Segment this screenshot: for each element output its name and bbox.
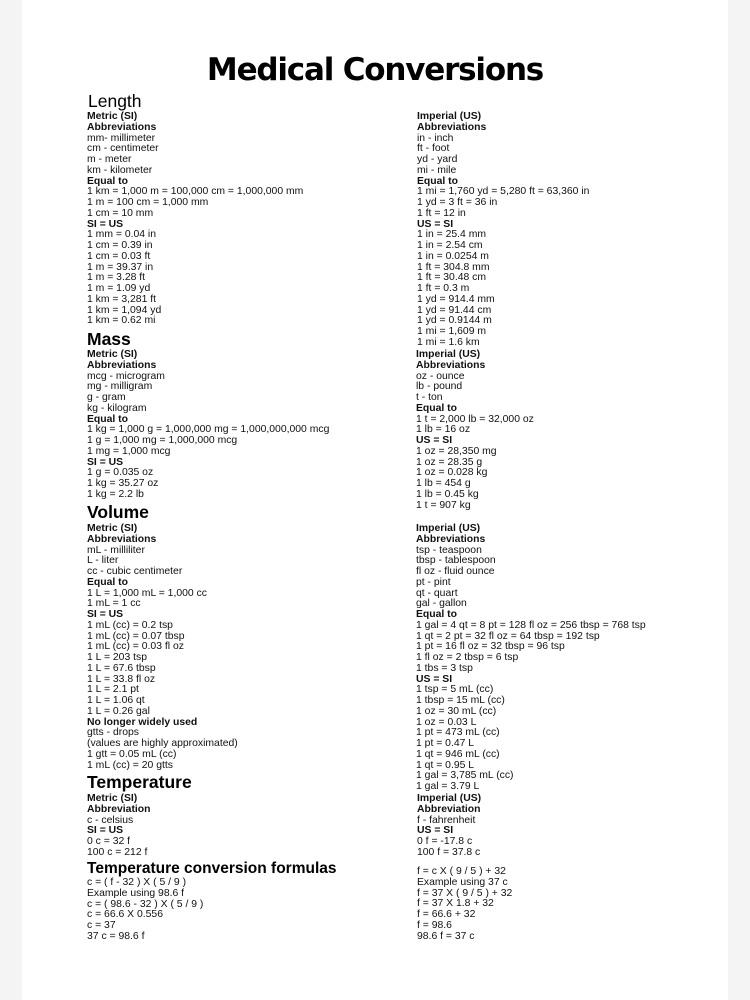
conversion-line: 1 in = 25.4 mm xyxy=(417,229,487,241)
conversion-line: mcg - microgram xyxy=(87,370,165,382)
conversion-line: 1 mi = 1,609 m xyxy=(417,326,487,337)
conversion-line: 1 in = 0.0254 m xyxy=(417,250,489,262)
subheading: Abbreviations xyxy=(416,533,486,545)
subheading: Equal to xyxy=(87,175,128,187)
conversion-line: yd - yard xyxy=(417,154,458,165)
conversion-line: 1 m = 100 cm = 1,000 mm xyxy=(87,197,209,208)
conversion-line: 1 mL (cc) = 0.03 fl oz xyxy=(87,641,184,653)
conversion-line: 1 cm = 0.03 ft xyxy=(87,250,151,262)
conversion-line: 1 in = 2.54 cm xyxy=(417,240,483,251)
volume-heading: Volume xyxy=(87,502,149,522)
subheading: Imperial (US) xyxy=(416,349,481,360)
conversion-line: c = ( f - 32 ) X ( 5 / 9 ) xyxy=(87,877,187,888)
conversion-line: 1 ft = 0.3 m xyxy=(417,283,470,294)
conversion-line: lb - pound xyxy=(416,381,463,393)
subheading: US = SI xyxy=(416,435,453,446)
length-imperial-column xyxy=(417,112,589,349)
conversion-line: t - ton xyxy=(416,392,443,403)
subheading: Metric (SI) xyxy=(87,793,138,804)
conversion-line: 1 qt = 2 pt = 32 fl oz = 64 tbsp = 192 tsp xyxy=(416,630,600,642)
conversion-line: 1 L = 0.26 gal xyxy=(87,705,150,717)
subheading: Abbreviations xyxy=(417,121,487,133)
subheading: SI = US xyxy=(87,218,124,230)
mass-heading: Mass xyxy=(87,329,131,349)
conversion-line: 1 kg = 35.27 oz xyxy=(87,478,159,489)
conversion-line: 100 c = 212 f xyxy=(87,846,148,858)
conversion-line: 1 tsp = 5 mL (cc) xyxy=(416,684,494,696)
conversion-line: mL - milliliter xyxy=(87,544,145,556)
conversion-line: 1 m = 1.09 yd xyxy=(87,283,151,294)
conversion-line: 1 lb = 0.45 kg xyxy=(416,488,479,500)
volume-metric-column xyxy=(87,524,238,771)
conversion-line: 1 mg = 1,000 mcg xyxy=(87,445,171,457)
subheading: Abbreviations xyxy=(416,359,486,371)
conversion-line: 1 gal = 4 qt = 8 pt = 128 fl oz = 256 tbsp = 768 tsp xyxy=(416,619,646,631)
conversion-line: 1 km = 1,000 m = 100,000 cm = 1,000,000 mm xyxy=(87,186,304,198)
conversion-line: 1 tbsp = 15 mL (cc) xyxy=(416,695,505,706)
conversion-line: f = 98.6 xyxy=(417,919,452,931)
conversion-line: 1 yd = 91.44 cm xyxy=(417,304,492,316)
conversion-line: f = 66.6 + 32 xyxy=(417,909,476,920)
conversion-line: 1 km = 3,281 ft xyxy=(87,293,157,305)
subheading: Imperial (US) xyxy=(416,523,481,534)
conversion-line: 1 t = 2,000 lb = 32,000 oz xyxy=(416,413,534,425)
conversion-line: m - meter xyxy=(87,154,132,165)
subheading: SI = US xyxy=(87,609,124,620)
conversion-line: 1 ft = 12 in xyxy=(417,207,466,219)
temperature-heading: Temperature xyxy=(87,772,192,792)
conversion-line: 1 km = 0.62 mi xyxy=(87,315,156,327)
conversion-line: 1 L = 1.06 qt xyxy=(87,695,145,706)
conversion-line: g - gram xyxy=(87,392,126,403)
conversion-line: 1 oz = 0.03 L xyxy=(416,716,477,728)
conversion-line: pt - pint xyxy=(416,576,451,588)
conversion-line: 1 mL (cc) = 0.07 tbsp xyxy=(87,630,185,642)
conversion-line: c - celsius xyxy=(87,814,134,826)
conversion-line: Example using 98.6 f xyxy=(87,887,185,899)
conversion-line: 98.6 f = 37 c xyxy=(417,930,475,942)
conversion-line: 0 f = -17.8 c xyxy=(417,836,473,847)
conversion-line: mg - milligram xyxy=(87,381,153,393)
mass-metric-column xyxy=(87,350,329,501)
subheading: Equal to xyxy=(416,402,457,414)
conversion-line: f = 37 X 1.8 + 32 xyxy=(417,898,494,910)
conversion-line: 1 mi = 1.6 km xyxy=(417,336,480,348)
mass-imperial-column xyxy=(416,350,534,511)
conversion-line: qt - quart xyxy=(416,587,458,599)
conversion-line: 1 L = 67.6 tbsp xyxy=(87,662,156,674)
page-title: Medical Conversions xyxy=(206,52,544,88)
conversion-line: 1 mL = 1 cc xyxy=(87,598,141,610)
conversion-line: mm- millimeter xyxy=(87,132,156,144)
length-heading: Length xyxy=(88,91,142,111)
conversion-line: 1 L = 203 tsp xyxy=(87,652,147,663)
subheading: Metric (SI) xyxy=(87,523,138,534)
conversion-line: 1 kg = 1,000 g = 1,000,000 mg = 1,000,000,000 mcg xyxy=(87,424,330,436)
subheading: Equal to xyxy=(87,413,128,425)
subheading: Abbreviations xyxy=(87,359,157,371)
conversion-line: 1 yd = 0.9144 m xyxy=(417,315,492,327)
conversion-line: 1 yd = 914.4 mm xyxy=(417,293,495,305)
subheading: Abbreviation xyxy=(87,803,151,815)
conversion-line: 1 gal = 3.79 L xyxy=(416,781,480,792)
conversion-line: 1 oz = 28,350 mg xyxy=(416,445,497,457)
formula-celsius-column xyxy=(87,878,203,943)
length-metric-column xyxy=(87,112,303,327)
conversion-line: mi - mile xyxy=(417,164,457,176)
conversion-line: 1 oz = 28.35 g xyxy=(416,456,483,468)
conversion-line: 1 mL (cc) = 0.2 tsp xyxy=(87,619,173,631)
conversion-line: 1 L = 33.8 fl oz xyxy=(87,673,156,685)
conversion-line: tsp - teaspoon xyxy=(416,544,482,556)
subheading: SI = US xyxy=(87,456,124,468)
conversion-line: ft - foot xyxy=(417,143,450,155)
conversion-line: 1 oz = 30 mL (cc) xyxy=(416,705,497,717)
conversion-line: (values are highly approximated) xyxy=(87,738,238,749)
temperature-imperial-column xyxy=(417,794,481,859)
conversion-line: 1 cm = 10 mm xyxy=(87,207,154,219)
subheading: Metric (SI) xyxy=(87,349,138,360)
conversion-line: 1 lb = 454 g xyxy=(416,478,471,489)
conversion-line: 1 pt = 16 fl oz = 32 tbsp = 96 tsp xyxy=(416,641,565,653)
conversion-line: 1 mL (cc) = 20 gtts xyxy=(87,759,173,771)
conversion-line: f = 37 X ( 9 / 5 ) + 32 xyxy=(417,887,513,899)
conversion-line: km - kilometer xyxy=(87,164,153,176)
subheading: Abbreviations xyxy=(87,533,157,545)
subheading: Imperial (US) xyxy=(417,111,482,122)
conversion-line: 1 qt = 0.95 L xyxy=(416,759,475,771)
conversion-line: 1 t = 907 kg xyxy=(416,499,471,511)
conversion-line: 100 f = 37.8 c xyxy=(417,846,481,858)
conversion-line: c = 37 xyxy=(87,920,116,931)
conversion-line: 1 L = 1,000 mL = 1,000 cc xyxy=(87,587,207,599)
subheading: Metric (SI) xyxy=(87,111,138,122)
formulas-heading: Temperature conversion formulas xyxy=(87,860,337,877)
conversion-line: 1 ft = 30.48 cm xyxy=(417,272,487,284)
subheading: Abbreviation xyxy=(417,803,481,815)
subheading: SI = US xyxy=(87,825,124,837)
conversion-line: tbsp - tablespoon xyxy=(416,555,496,567)
subheading: Equal to xyxy=(87,576,128,588)
conversion-line: 1 kg = 2.2 lb xyxy=(87,488,144,500)
conversion-line: c = 66.6 X 0.556 xyxy=(87,909,163,921)
conversion-line: Example using 37 c xyxy=(417,876,508,888)
subheading: US = SI xyxy=(416,673,453,685)
conversion-line: 1 gal = 3,785 mL (cc) xyxy=(416,770,514,782)
subheading: US = SI xyxy=(417,825,454,837)
subheading: No longer widely used xyxy=(87,716,198,728)
conversion-line: c = ( 98.6 - 32 ) X ( 5 / 9 ) xyxy=(87,898,204,910)
conversion-line: in - inch xyxy=(417,132,454,144)
conversion-line: gtts - drops xyxy=(87,727,139,739)
conversion-line: 1 g = 0.035 oz xyxy=(87,467,154,479)
conversion-line: 1 pt = 473 mL (cc) xyxy=(416,727,500,739)
conversion-line: cc - cubic centimeter xyxy=(87,566,183,577)
temperature-metric-column xyxy=(87,794,151,859)
conversion-line: 1 lb = 16 oz xyxy=(416,424,471,436)
conversion-line: kg - kilogram xyxy=(87,402,147,414)
conversion-line: fl oz - fluid ounce xyxy=(416,566,495,577)
conversion-line: 1 m = 39.37 in xyxy=(87,261,154,273)
conversion-line: 1 tbs = 3 tsp xyxy=(416,662,473,674)
conversion-line: 1 km = 1,094 yd xyxy=(87,304,162,316)
conversion-line: 1 gtt = 0.05 mL (cc) xyxy=(87,748,177,760)
subheading: US = SI xyxy=(417,218,454,230)
volume-imperial-column xyxy=(416,524,646,793)
conversion-line: 1 mi = 1,760 yd = 5,280 ft = 63,360 in xyxy=(417,186,590,198)
conversion-line: 1 L = 2.1 pt xyxy=(87,684,139,696)
conversion-line: 1 oz = 0.028 kg xyxy=(416,467,488,479)
conversion-line: 37 c = 98.6 f xyxy=(87,930,145,942)
subheading: Equal to xyxy=(416,609,457,620)
conversion-line: 1 ft = 304.8 mm xyxy=(417,261,490,273)
conversion-line: oz - ounce xyxy=(416,370,465,382)
conversion-line: 1 pt = 0.47 L xyxy=(416,738,475,749)
formula-fahrenheit-column xyxy=(417,867,512,942)
conversion-line: gal - gallon xyxy=(416,598,467,610)
conversion-line: f - fahrenheit xyxy=(417,814,476,826)
conversion-line: 1 mm = 0.04 in xyxy=(87,229,157,241)
conversion-line: f = c X ( 9 / 5 ) + 32 xyxy=(417,866,506,877)
conversion-line: 1 yd = 3 ft = 36 in xyxy=(417,197,498,208)
conversion-line: 0 c = 32 f xyxy=(87,836,131,847)
conversion-line: 1 g = 1,000 mg = 1,000,000 mcg xyxy=(87,435,238,446)
conversion-line: cm - centimeter xyxy=(87,143,159,155)
conversion-line: 1 qt = 946 mL (cc) xyxy=(416,748,500,760)
conversion-line: 1 m = 3.28 ft xyxy=(87,272,146,284)
subheading: Equal to xyxy=(417,175,458,187)
conversion-line: 1 cm = 0.39 in xyxy=(87,240,153,251)
subheading: Abbreviations xyxy=(87,121,157,133)
conversion-line: L - liter xyxy=(87,555,119,567)
subheading: Imperial (US) xyxy=(417,793,482,804)
conversion-line: 1 fl oz = 2 tbsp = 6 tsp xyxy=(416,652,519,663)
